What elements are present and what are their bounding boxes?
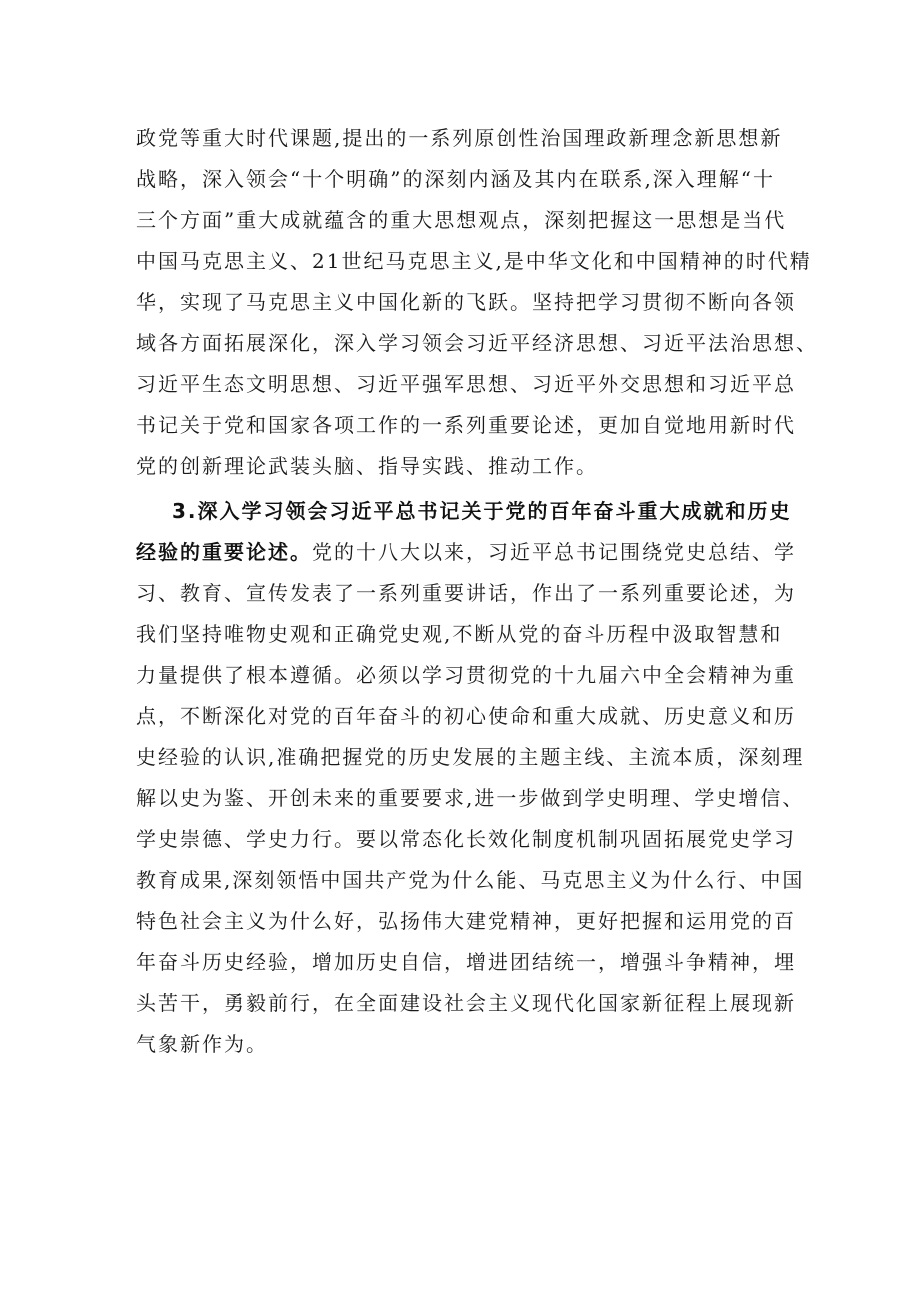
paragraph-line: 教育成果,深刻领悟中国共产党为什么能、马克思主义为什么行、中国 [136,868,805,892]
paragraph-line: 解以史为鉴、开创未来的重要要求,进一步做到学史明理、学史增信、 [136,786,805,810]
section-heading-text: 3.深入学习领会习近平总书记关于党的百年奋斗重大成就和历史 [172,499,792,523]
paragraph-line: 力量提供了根本遵循。必须以学习贯彻党的十九届六中全会精神为重 [136,663,796,687]
paragraph-line: 书记关于党和国家各项工作的一系列重要论述，更加自觉地用新时代 [136,413,796,437]
paragraph-line [136,538,796,566]
paragraph-line: 党的创新理论武装头脑、指导实践、推动工作。 [136,454,598,478]
paragraph-line: 习、教育、宣传发表了一系列重要讲话，作出了一系列重要论述，为 [136,581,796,605]
paragraph-line: 域各方面拓展深化，深入学习领会习近平经济思想、习近平法治思想、 [136,331,818,355]
paragraph-line: 中国马克思主义、21世纪马克思主义,是中华文化和中国精神的时代精 [136,249,812,273]
paragraph-line: 点，不断深化对党的百年奋斗的初心使命和重大成就、历史意义和历 [136,704,796,728]
section-heading [172,497,792,525]
paragraph-line: 特色社会主义为什么好，弘扬伟大建党精神，更好把握和运用党的百 [136,909,796,933]
paragraph-line: 我们坚持唯物史观和正确党史观,不断从党的奋斗历程中汲取智慧和 [136,622,783,646]
section-heading-text: 经验的重要论述。 [136,540,312,564]
paragraph-line: 习近平生态文明思想、习近平强军思想、习近平外交思想和习近平总 [136,372,796,396]
paragraph-line: 年奋斗历史经验，增加历史自信，增进团结统一，增强斗争精神，埋 [136,950,796,974]
body-text: 党的十八大以来，习近平总书记围绕党史总结、学 [312,540,796,564]
paragraph-line: 三个方面”重大成就蕴含的重大思想观点，深刻把握这一思想是当代 [136,208,787,232]
paragraph-line: 华，实现了马克思主义中国化新的飞跃。坚持把学习贯彻不断向各领 [136,290,796,314]
paragraph-line: 史经验的认识,准确把握党的历史发展的主题主线、主流本质，深刻理 [136,745,805,769]
paragraph-line: 政党等重大时代课题,提出的一系列原创性治国理政新理念新思想新 [136,126,783,150]
paragraph-line: 学史崇德、学史力行。要以常态化长效化制度机制巩固拓展党史学习 [136,827,796,851]
paragraph-line: 头苦干，勇毅前行，在全面建设社会主义现代化国家新征程上展现新 [136,991,796,1015]
paragraph-line: 气象新作为。 [136,1032,268,1056]
paragraph-line: 战略，深入领会“十个明确”的深刻内涵及其内在联系,深入理解“十 [136,167,776,191]
